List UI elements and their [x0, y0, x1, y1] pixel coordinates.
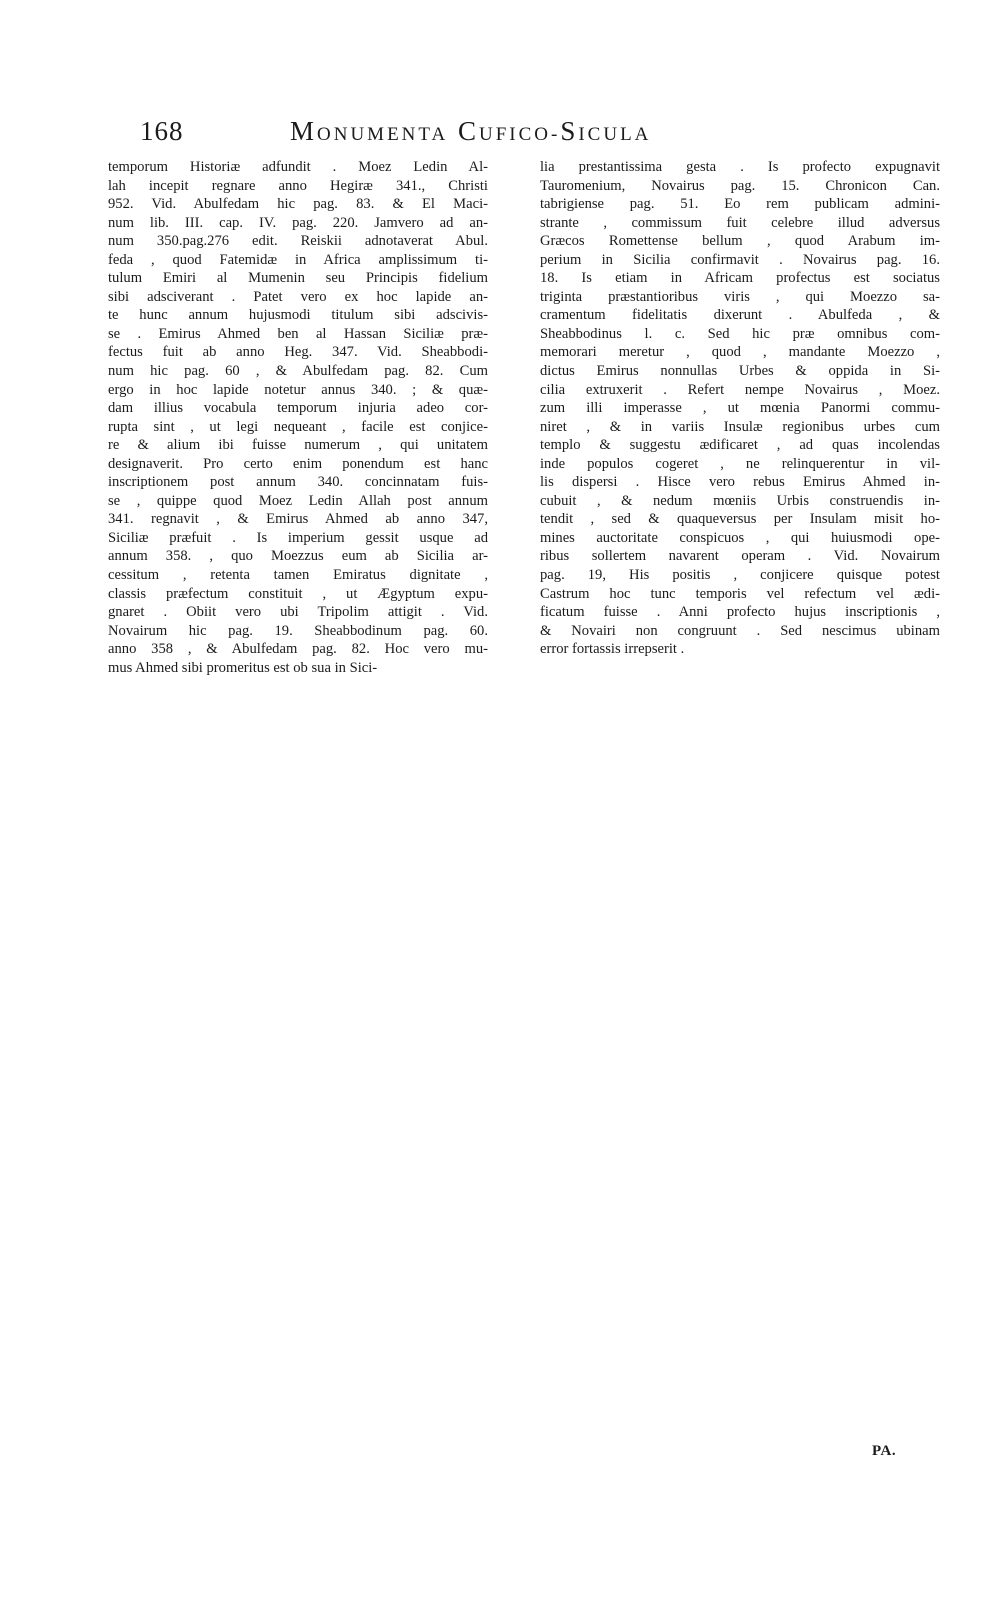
page-number: 168 — [140, 116, 184, 146]
left-column-line: dam illius vocabula temporum injuria adeo cor- — [108, 400, 488, 417]
left-column-line: temporum Historiæ adfundit . Moez Ledin Al- — [108, 159, 488, 175]
running-head-word2-rest: UFICO- — [478, 124, 561, 145]
right-column-line: cubuit , & nedum mœniis Urbis construendis in- — [540, 492, 940, 509]
left-column-line: se . Emirus Ahmed ben al Hassan Siciliæ præ- — [108, 325, 488, 342]
catchword: PA. — [872, 1443, 897, 1459]
right-text-column — [540, 158, 940, 659]
left-column-line: gnaret . Obiit vero ubi Tripolim attigit . Vid. — [108, 604, 488, 621]
left-column-line: num 350.pag.276 edit. Reiskii adnotaverat Abul. — [108, 233, 488, 250]
right-column-line: Græcos Romettense bellum , quod Arabum im- — [540, 233, 940, 250]
left-column-line: annum 358. , quo Moezzus eum ab Sicilia ar- — [108, 548, 488, 565]
right-column-line: & Novairi non congruunt . Sed nescimus ubinam — [540, 622, 940, 639]
right-column-line: cramentum fidelitatis dixerunt . Abulfeda , & — [540, 307, 940, 324]
right-column-line: 18. Is etiam in Africam profectus est sociatus — [540, 270, 940, 287]
left-column-line: Siciliæ præfuit . Is imperium gessit usque ad — [108, 529, 488, 546]
left-column-line: cessitum , retenta tamen Emiratus dignitate , — [108, 567, 488, 584]
right-column-line: mines auctoritate conspicuos , qui huiusmodi ope- — [540, 529, 940, 546]
running-head-word1-initial: M — [290, 116, 318, 146]
left-column-line: rupta sint , ut legi nequeant , facile est conjice- — [108, 418, 488, 435]
right-column-line: memorari meretur , quod , mandante Moezzo , — [540, 344, 940, 361]
right-column-line: inde populos cogeret , ne relinquerentur in vil- — [540, 455, 940, 472]
right-column-line: Sheabbodinus l. c. Sed hic præ omnibus com- — [540, 325, 940, 342]
running-head-word1-rest: ONUMENTA — [317, 124, 449, 145]
right-column-line: dictus Emirus nonnullas Urbes & oppida in Si- — [540, 363, 940, 380]
left-column-line: anno 358 , & Abulfedam pag. 82. Hoc vero mu- — [108, 641, 488, 658]
right-column-line: ribus sollertem navarent operam . Vid. Novairum — [540, 548, 940, 565]
running-head-word3-initial: S — [560, 116, 579, 146]
right-column-line: tabrigiense pag. 51. Eo rem publicam admini- — [540, 196, 940, 213]
right-column-line: perium in Sicilia confirmavit . Novairus pag. 16. — [540, 251, 940, 268]
left-column-line: num lib. III. cap. IV. pag. 220. Jamvero ad an- — [108, 214, 488, 231]
right-column-line: tendit , sed & quaqueversus per Insulam misit ho- — [540, 511, 940, 528]
left-column-line: designaverit. Pro certo enim ponendum est hanc — [108, 455, 488, 472]
left-column-line: lah incepit regnare anno Hegiræ 341., Christi — [108, 177, 488, 194]
left-column-line: se , quippe quod Moez Ledin Allah post annum — [108, 492, 488, 509]
right-column-line: lia prestantissima gesta . Is profecto expugnavit — [540, 159, 940, 175]
running-head-word3-rest: ICULA — [578, 124, 652, 145]
right-column-line: zum illi imperasse , ut mœnia Panormi commu- — [540, 400, 940, 417]
left-column-line: mus Ahmed sibi promeritus est ob sua in Sici- — [108, 659, 378, 676]
right-column-line: niret , & in variis Insulæ regionibus urbes cum — [540, 418, 940, 435]
left-column-line: fectus fuit ab anno Heg. 347. Vid. Sheabbodi- — [108, 344, 488, 361]
left-column-line: inscriptionem post annum 340. concinnatam fuis- — [108, 474, 488, 491]
right-column-line: Castrum hoc tunc temporis vel refectum vel ædi- — [540, 585, 940, 602]
right-column-line: cilia extruxerit . Refert nempe Novairus , Moez. — [540, 381, 940, 398]
right-column-line: strante , commissum fuit celebre illud adversus — [540, 214, 940, 231]
left-column-line: classis præfectum constituit , ut Ægyptum expu- — [108, 585, 488, 602]
right-column-line: ficatum fuisse . Anni profecto hujus inscriptionis , — [540, 604, 940, 621]
right-column-line: pag. 19, His positis , conjicere quisque potest — [540, 567, 940, 584]
left-column-line: tulum Emiri al Mumenin seu Principis fidelium — [108, 270, 488, 287]
left-column-line: num hic pag. 60 , & Abulfedam pag. 82. Cum — [108, 363, 488, 380]
running-head-word2-initial: C — [457, 116, 479, 146]
left-column-line: te hunc annum hujusmodi titulum sibi adscivis- — [108, 307, 488, 324]
left-column-line: ergo in hoc lapide notetur annus 340. ; & quæ- — [108, 381, 488, 398]
left-column-line: re & alium ibi fuisse numerum , qui unitatem — [108, 437, 488, 454]
left-column-line: 341. regnavit , & Emirus Ahmed ab anno 347, — [108, 511, 488, 528]
left-column-line: sibi adsciverant . Patet vero ex hoc lapide an- — [108, 288, 488, 305]
running-head — [290, 116, 651, 147]
right-column-line: error fortassis irrepserit . — [540, 641, 685, 658]
left-column-line: 952. Vid. Abulfedam hic pag. 83. & El Maci- — [108, 196, 488, 213]
right-column-line: lis dispersi . Hisce vero rebus Emirus Ahmed in- — [540, 474, 940, 491]
right-column-line: Tauromenium, Novairus pag. 15. Chronicon Can. — [540, 177, 940, 194]
right-column-line: triginta præstantioribus viris , qui Moezzo sa- — [540, 288, 940, 305]
left-text-column — [108, 158, 488, 677]
left-column-line: feda , quod Fatemidæ in Africa amplissimum ti- — [108, 251, 488, 268]
left-column-line: Novairum hic pag. 19. Sheabbodinum pag. 60. — [108, 622, 488, 639]
right-column-line: templo & suggestu ædificaret , ad quas incolendas — [540, 437, 940, 454]
